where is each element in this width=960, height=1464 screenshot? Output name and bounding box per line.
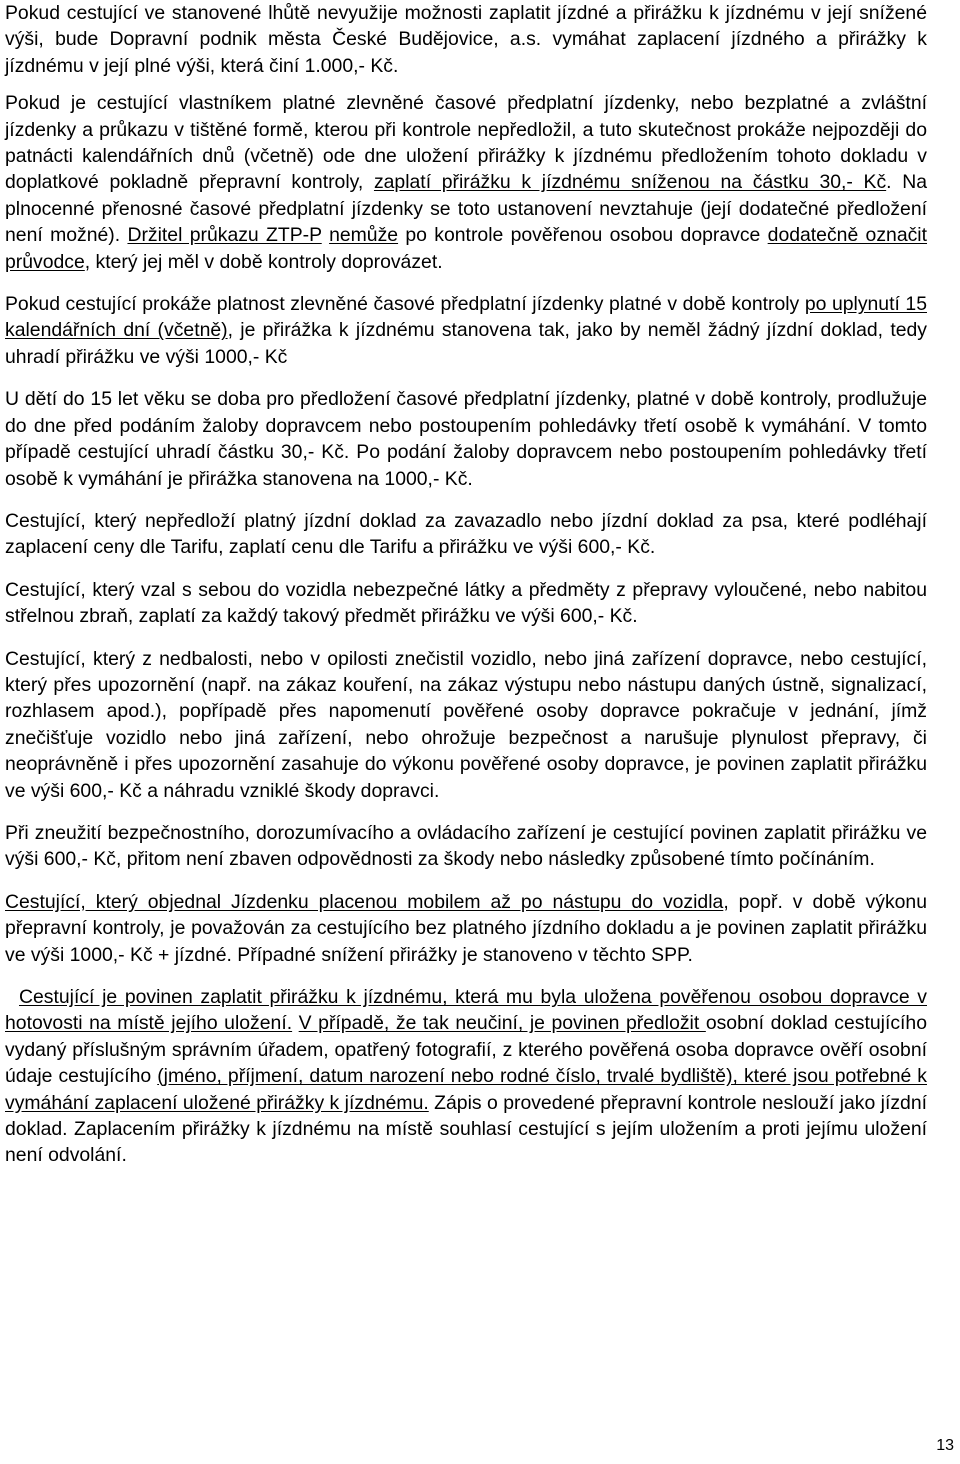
text-run: Cestující, který nepředloží platný jízdní doklad za zavazadlo nebo jízdní doklad za psa, které podléhají zaplacení ceny dle Tarifu, zaplatí cenu dle Tarifu a přirážku ve výši 600,- Kč. (5, 509, 927, 559)
paragraph-children-under-15 (5, 386, 927, 492)
underlined-text: zaplatí přirážku k jízdnému sníženou na částku 30,- Kč (373, 171, 887, 194)
underlined-text: V případě, že tak neučiní, je povinen předložit (298, 1012, 706, 1035)
text-run: , který jej měl v době kontroly doprovázet. (84, 250, 443, 273)
text-run: Cestující, který vzal s sebou do vozidla nebezpečné látky a předměty z přepravy vyloučené, nebo nabitou střelnou zbraň, zaplatí za každý takový předmět přirážku ve výši 600,- Kč. (5, 578, 927, 628)
text-run: U dětí do 15 let věku se doba pro předložení časové předplatní jízdenky, platné v době kontroly, prodlužuje do dne před podáním žaloby dopravcem nebo postoupením pohledávky třetí osobě k vymáhání. V tomto případě cestující uhradí částku 30,- Kč. Po podání žaloby dopravcem nebo postoupením pohledávky třetí osobě k vymáhání je přirážka stanovena na 1000,- Kč. (5, 388, 927, 490)
text-run: Cestující, který z nedbalosti, nebo v opilosti znečistil vozidlo, nebo jiná zařízení dopravce, nebo cestující, který přes upozornění (např. na zákaz kouření, na zákaz výstupu nebo nástupu daných ústně, signalizací, rozhlasem apod.), popřípadě přes napomenutí pověřené osoby dopravce pokračuje v jednání, jímž znečišťuje vozidlo nebo jiná zařízení, nebo ohrožuje bezpečnost a narušuje plynulost přepravy, či neoprávněně i přes upozornění zasahuje do výkonu pověřené osoby dopravce, je povinen zaplatit přirážku ve výši 600,- Kč a náhradu vzniklé škody dopravci. (5, 647, 927, 802)
underlined-text: Cestující, který objednal Jízdenku placenou mobilem až po nástupu do vozidla (5, 890, 724, 913)
text-run: Pokud je cestující vlastníkem platné zlevněné časové předplatní jízdenky, nebo bezplatné a zvláštní jízdenky a průkazu v tištěné formě, kterou při kontrole nepředložil, a tuto skutečnost prokáže nejpozději do patnácti kalendářních dnů (včetně) ode dne uložení přirážky k jízdnému předložením tohoto dokladu v doplatkové pokladně přepravní kontroly, (5, 92, 927, 194)
paragraph-luggage-dog (5, 508, 927, 561)
text-run: Pokud cestující ve stanovené lhůtě nevyužije možnosti zaplatit jízdné a přirážku k jízdnému v její snížené výši, bude Dopravní podnik města České Budějovice, a.s. vymáhat zaplacení jízdného a přirážky k jízdnému v její plné výši, která činí 1.000,- Kč. (5, 2, 927, 77)
text-run: Pokud cestující prokáže platnost zlevněné časové předplatní jízdenky platné v době kontroly (5, 293, 805, 316)
paragraph-safety-device-misuse (5, 820, 927, 873)
paragraph-reduced-surcharge-deadline (5, 0, 927, 79)
paragraph-discount-ticket-owner (5, 90, 927, 275)
paragraph-payment-obligation (5, 984, 927, 1169)
text-run: po kontrole pověřenou osobou dopravce (398, 224, 768, 247)
underlined-text: po uplynutí 15 kalendářních dní (včetně) (5, 293, 927, 342)
underlined-text: (jméno, příjmení, datum narození nebo rodné číslo, trvalé bydliště), které jsou potřebné k vymáhání zaplacení uložené přirážky k jízdnému. (5, 1065, 927, 1114)
underlined-text: nemůže (329, 224, 399, 247)
text-run: Při zneužití bezpečnostního, dorozumívacího a ovládacího zařízení je cestující povinen zaplatit přirážku ve výši 600,- Kč, přitom není zbaven odpovědnosti za škody nebo následky způsobené tímto počínáním. (5, 821, 927, 871)
text-run: , popř. v době výkonu přepravní kontroly, je považován za cestujícího bez platného jízdního dokladu a je povinen zaplatit přirážku ve výši 1000,- Kč + jízdné. Případné snížení přirážky je stanoveno v těchto SPP. (5, 890, 927, 966)
underlined-text: Cestující je povinen zaplatit přirážku k jízdnému, která mu byla uložena pověřenou osobou dopravce v hotovosti na místě jejího uložení. (5, 986, 927, 1035)
paragraph-mobile-ticket (5, 889, 927, 968)
paragraph-vehicle-soiling (5, 646, 927, 804)
paragraph-late-proof (5, 291, 927, 370)
underlined-text: Držitel průkazu ZTP-P (127, 224, 322, 247)
page-number: 13 (936, 1437, 954, 1454)
underlined-text: dodatečně označit průvodce (5, 224, 928, 273)
text-run: . Na plnocenné přenosné časové předplatní jízdenky se toto ustanovení nevztahuje (její dodatečné předložení není možné). (5, 171, 928, 247)
text-run: Zápis o provedené přepravní kontrole neslouží jako jízdní doklad. Zaplacením přirážky k jízdnému na místě souhlasí cestující s jejím uložením a proti jejímu uložení není odvolání. (5, 1091, 928, 1167)
text-run: , je přirážka k jízdnému stanovena tak, jako by neměl žádný jízdní doklad, tedy uhradí přirážku ve výši 1000,- Kč (5, 319, 927, 368)
paragraph-dangerous-items (5, 577, 927, 630)
document-page (5, 0, 927, 1169)
text-run (322, 224, 329, 246)
text-run: osobní doklad cestujícího vydaný příslušným správním úřadem, opatřený fotografií, z kterého pověřená osoba dopravce ověří osobní údaje cestujícího (5, 1012, 928, 1088)
